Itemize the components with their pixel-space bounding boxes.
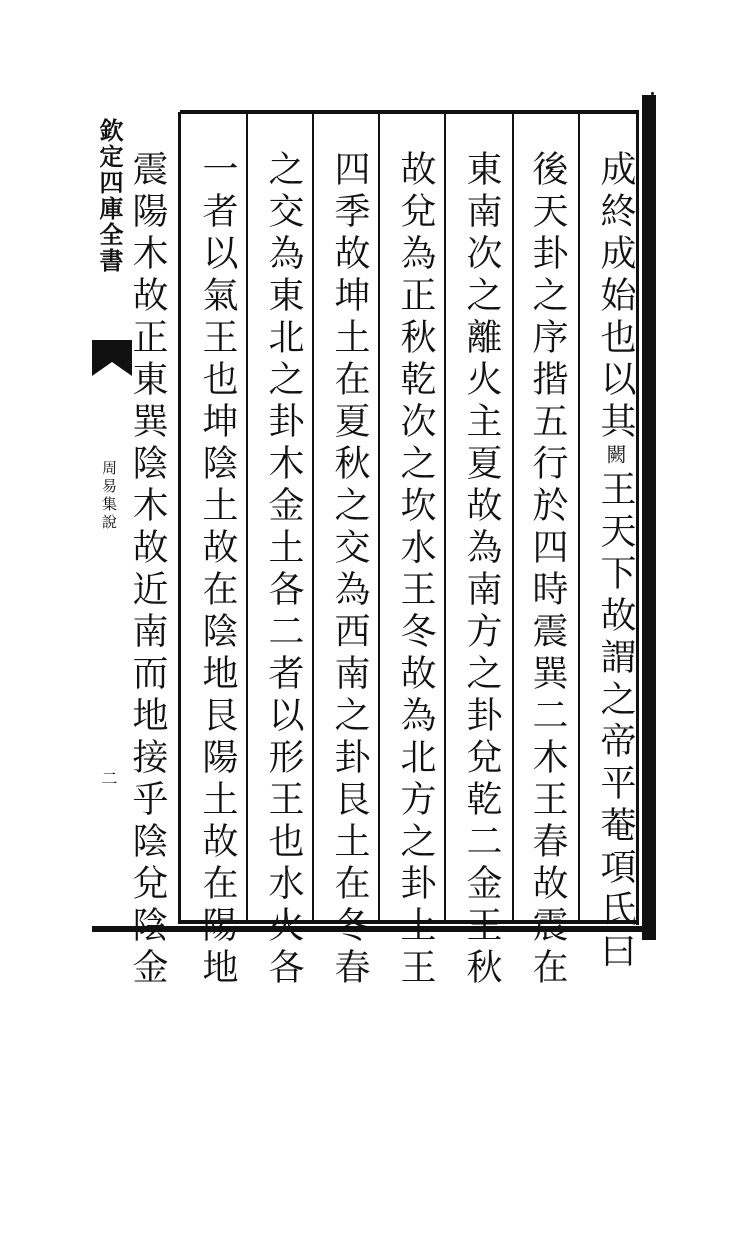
column-text: 震陽木故正東巽陰木故近南而地接乎陰兌陰金: [127, 150, 168, 990]
page-border-bottom-outer: [92, 926, 656, 932]
column-text: 後天卦之序揩五行於四時震巽二木王春故震在: [527, 150, 568, 990]
margin-divider: [178, 112, 181, 924]
text-column: [318, 150, 380, 990]
column-rule: [512, 112, 514, 922]
column-rule: [578, 112, 580, 922]
column-text: 一者以氣王也坤陰土故在陰地艮陽土故在陽地: [197, 150, 238, 990]
text-column: [118, 150, 178, 990]
book-title: 周易集說: [100, 460, 118, 532]
column-text: 故兌為正秋乾次之坎水王冬故為北方之卦土王: [395, 150, 436, 990]
text-column-continued: [584, 470, 646, 1240]
text-column: [252, 150, 314, 990]
column-text: 四季故坤土在夏秋之交為西南之卦艮土在冬春: [329, 150, 370, 990]
column-text: 成終成始也以其: [595, 150, 636, 444]
column-text: 東南次之離火主夏故為南方之卦兌乾二金王秋: [461, 150, 502, 990]
page-border-top: [180, 110, 638, 114]
text-column: [450, 150, 512, 990]
text-column: [186, 150, 248, 990]
series-title: 欽定四庫全書: [95, 118, 124, 274]
column-text: 王天下故謂之帝平菴項氏曰: [595, 470, 636, 974]
lacuna-note: 闕: [603, 444, 627, 470]
text-column: [516, 150, 578, 990]
column-text: 之交為東北之卦木金土各二者以形王也水火各: [263, 150, 304, 990]
text-column: [384, 150, 446, 990]
page-number: 二: [99, 770, 118, 786]
